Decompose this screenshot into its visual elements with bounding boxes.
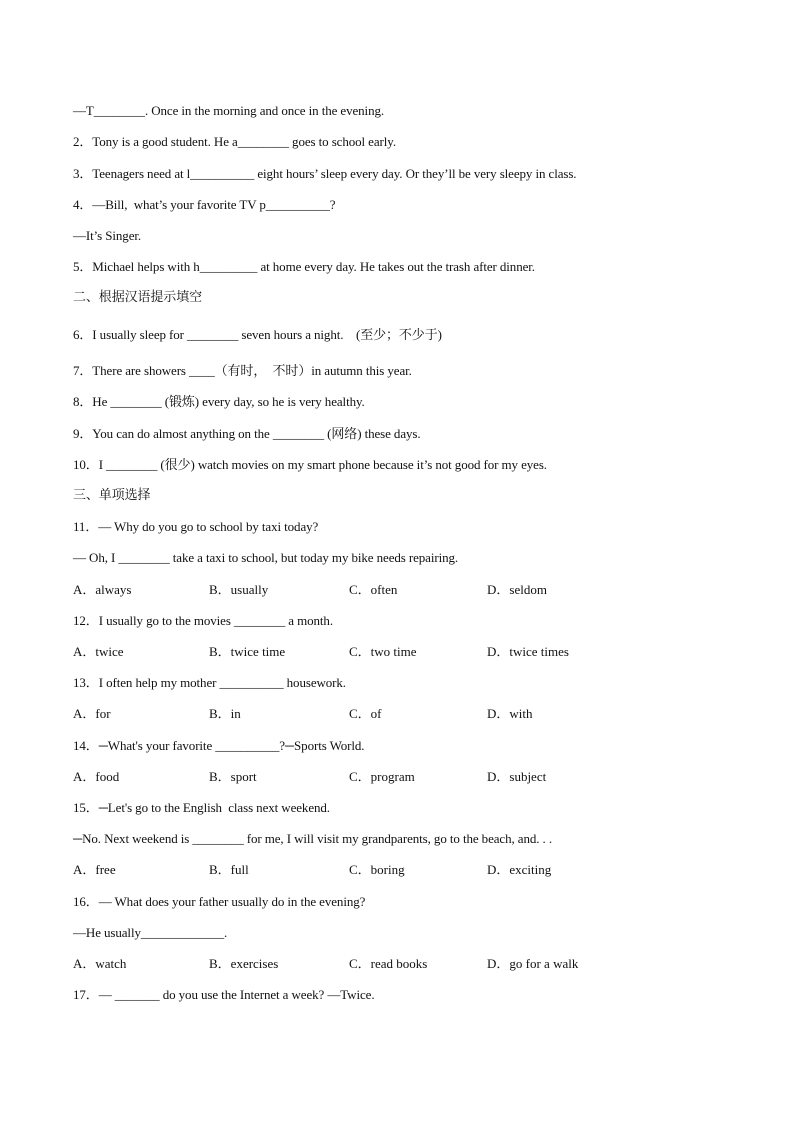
section-heading-2: 二、根据汉语提示填空 <box>73 290 203 305</box>
question-14: 14．─What's your favorite __________?─Sports World. <box>73 738 365 753</box>
option-d[interactable]: D．seldom <box>487 582 547 597</box>
section-heading-3: 三、单项选择 <box>73 488 151 503</box>
option-a[interactable]: A．for <box>73 706 111 721</box>
question-11-options <box>73 582 713 598</box>
option-b[interactable]: B．full <box>209 862 249 877</box>
question-17: 17．— _______ do you use the Internet a week? —Twice. <box>73 987 375 1002</box>
option-c[interactable]: C．two time <box>349 644 417 659</box>
question-16: 16．— What does your father usually do in the evening? <box>73 894 366 909</box>
option-c[interactable]: C．of <box>349 706 382 721</box>
question-3: 3．Teenagers need at l__________ eight hours’ sleep every day. Or they’ll be very sleepy in class. <box>73 166 577 181</box>
question-12-options <box>73 644 713 660</box>
question-11-line-2: — Oh, I ________ take a taxi to school, but today my bike needs repairing. <box>73 550 459 565</box>
option-b[interactable]: B．exercises <box>209 956 279 971</box>
question-6: 6．I usually sleep for ________ seven hours a night. (至少；不少于) <box>73 327 442 342</box>
option-c[interactable]: C．boring <box>349 862 405 877</box>
question-1-answer-line: —T________. Once in the morning and once in the evening. <box>73 103 385 118</box>
option-b[interactable]: B．sport <box>209 769 257 784</box>
question-5: 5．Michael helps with h_________ at home every day. He takes out the trash after dinner. <box>73 259 535 274</box>
question-4-answer: —It’s Singer. <box>73 228 142 243</box>
question-16-options <box>73 956 713 972</box>
question-7: 7．There are showers ____（有时， 不时）in autumn this year. <box>73 363 412 378</box>
question-14-options <box>73 769 713 785</box>
option-c[interactable]: C．often <box>349 582 398 597</box>
option-a[interactable]: A．free <box>73 862 116 877</box>
option-a[interactable]: A．food <box>73 769 120 784</box>
question-11: 11．— Why do you go to school by taxi today? <box>73 519 319 534</box>
question-15: 15．─Let's go to the English class next weekend. <box>73 800 330 815</box>
question-12: 12．I usually go to the movies ________ a month. <box>73 613 333 628</box>
option-d[interactable]: D．twice times <box>487 644 569 659</box>
option-d[interactable]: D．with <box>487 706 533 721</box>
option-a[interactable]: A．always <box>73 582 132 597</box>
question-15-line-2: ─No. Next weekend is ________ for me, I will visit my grandparents, go to the beach, and. . . <box>73 831 553 846</box>
question-10: 10．I ________ (很少) watch movies on my smart phone because it’s not good for my eyes. <box>73 457 547 472</box>
option-b[interactable]: B．twice time <box>209 644 286 659</box>
question-13-options <box>73 706 713 722</box>
option-a[interactable]: A．watch <box>73 956 127 971</box>
question-15-options <box>73 862 713 878</box>
question-4: 4．—Bill, what’s your favorite TV p__________? <box>73 197 336 212</box>
question-13: 13．I often help my mother __________ housework. <box>73 675 346 690</box>
question-2: 2．Tony is a good student. He a________ goes to school early. <box>73 134 396 149</box>
option-d[interactable]: D．subject <box>487 769 547 784</box>
option-c[interactable]: C．read books <box>349 956 428 971</box>
option-b[interactable]: B．in <box>209 706 241 721</box>
option-a[interactable]: A．twice <box>73 644 124 659</box>
question-8: 8．He ________ (锻炼) every day, so he is very healthy. <box>73 394 365 409</box>
option-d[interactable]: D．exciting <box>487 862 552 877</box>
question-16-line-2: —He usually_____________. <box>73 925 228 940</box>
option-d[interactable]: D．go for a walk <box>487 956 579 971</box>
option-b[interactable]: B．usually <box>209 582 269 597</box>
option-c[interactable]: C．program <box>349 769 415 784</box>
question-9: 9．You can do almost anything on the ________ (网络) these days. <box>73 426 421 441</box>
